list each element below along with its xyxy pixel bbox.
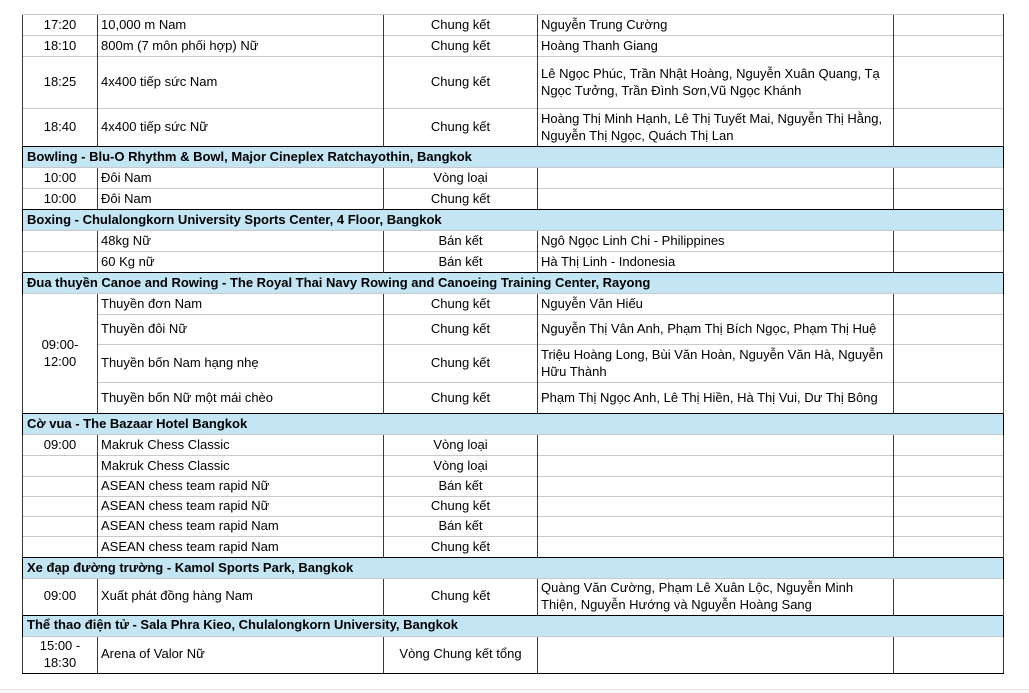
section-header-row [23,414,1004,435]
round-cell: Chung kết [384,315,538,345]
notes-cell [894,497,1004,517]
notes-cell [894,345,1004,383]
round-cell: Chung kết [384,579,538,616]
athletes-cell: Hoàng Thanh Giang [538,36,894,57]
round-cell: Chung kết [384,383,538,414]
schedule-row [23,383,1004,414]
event-cell: Thuyền bốn Nữ một mái chèo [98,383,384,414]
event-cell: Thuyền bốn Nam hạng nhẹ [98,345,384,383]
schedule-row [23,537,1004,558]
section-header: Xe đạp đường trường - Kamol Sports Park, Bangkok [23,558,1004,579]
event-cell: ASEAN chess team rapid Nam [98,537,384,558]
round-cell: Bán kết [384,477,538,497]
athletes-cell: Phạm Thị Ngọc Anh, Lê Thị Hiền, Hà Thị Vui, Dư Thị Bông [538,383,894,414]
athletes-cell: Nguyễn Trung Cường [538,15,894,36]
event-cell: 800m (7 môn phối hợp) Nữ [98,36,384,57]
schedule-row [23,456,1004,477]
athletes-cell: Hoàng Thị Minh Hạnh, Lê Thị Tuyết Mai, Nguyễn Thị Hằng, Nguyễn Thị Ngọc, Quách Thị Lan [538,109,894,147]
time-cell: 18:25 [23,57,98,109]
section-header-row [23,615,1004,636]
event-cell: Xuất phát đồng hàng Nam [98,579,384,616]
time-cell [23,497,98,517]
notes-cell [894,383,1004,414]
notes-cell [894,15,1004,36]
notes-cell [894,456,1004,477]
schedule-row [23,36,1004,57]
notes-cell [894,252,1004,273]
round-cell: Vòng loại [384,456,538,477]
time-cell [23,477,98,497]
athletes-cell: Triệu Hoàng Long, Bùi Văn Hoàn, Nguyễn Văn Hà, Nguyễn Hữu Thành [538,345,894,383]
schedule-table [22,14,1004,674]
event-cell: 48kg Nữ [98,231,384,252]
round-cell: Chung kết [384,109,538,147]
athletes-cell: Ngô Ngọc Linh Chi - Philippines [538,231,894,252]
section-header-row [23,210,1004,231]
notes-cell [894,36,1004,57]
notes-cell [894,435,1004,456]
schedule-row [23,294,1004,315]
round-cell: Chung kết [384,15,538,36]
athletes-cell [538,517,894,537]
athletes-cell: Hà Thị Linh - Indonesia [538,252,894,273]
notes-cell [894,57,1004,109]
schedule-row [23,435,1004,456]
schedule-row [23,579,1004,616]
section-header: Bowling - Blu-O Rhythm & Bowl, Major Cineplex Ratchayothin, Bangkok [23,147,1004,168]
round-cell: Vòng loại [384,435,538,456]
schedule-row [23,497,1004,517]
schedule-row [23,57,1004,109]
round-cell: Bán kết [384,252,538,273]
round-cell: Chung kết [384,345,538,383]
athletes-cell: Nguyễn Thị Vân Anh, Phạm Thị Bích Ngọc, Phạm Thị Huệ [538,315,894,345]
event-cell: Thuyền đơn Nam [98,294,384,315]
event-cell: ASEAN chess team rapid Nữ [98,497,384,517]
schedule-row [23,231,1004,252]
event-cell: Đôi Nam [98,168,384,189]
schedule-row [23,345,1004,383]
section-header: Boxing - Chulalongkorn University Sports Center, 4 Floor, Bangkok [23,210,1004,231]
event-cell: ASEAN chess team rapid Nữ [98,477,384,497]
event-cell: 60 Kg nữ [98,252,384,273]
event-cell: 10,000 m Nam [98,15,384,36]
time-cell [23,231,98,252]
schedule-row [23,315,1004,345]
round-cell: Vòng loại [384,168,538,189]
notes-cell [894,636,1004,673]
event-cell: 4x400 tiếp sức Nam [98,57,384,109]
schedule-row [23,109,1004,147]
notes-cell [894,168,1004,189]
notes-cell [894,294,1004,315]
athletes-cell [538,435,894,456]
section-header: Thể thao điện tử - Sala Phra Kieo, Chulalongkorn University, Bangkok [23,615,1004,636]
athletes-cell: Lê Ngọc Phúc, Trần Nhật Hoàng, Nguyễn Xuân Quang, Tạ Ngọc Tưởng, Trần Đình Sơn,Vũ Ngọc Khánh [538,57,894,109]
event-cell: Makruk Chess Classic [98,456,384,477]
round-cell: Chung kết [384,294,538,315]
time-cell: 18:10 [23,36,98,57]
schedule-row [23,636,1004,673]
schedule-row [23,252,1004,273]
round-cell: Vòng Chung kết tổng [384,636,538,673]
athletes-cell [538,189,894,210]
time-cell: 17:20 [23,15,98,36]
time-cell [23,537,98,558]
schedule-row [23,168,1004,189]
schedule-row [23,15,1004,36]
section-header-row [23,558,1004,579]
notes-cell [894,579,1004,616]
notes-cell [894,231,1004,252]
section-header: Đua thuyền Canoe and Rowing - The Royal Thai Navy Rowing and Canoeing Training Center, Rayong [23,273,1004,294]
section-header: Cờ vua - The Bazaar Hotel Bangkok [23,414,1004,435]
section-header-row [23,147,1004,168]
time-cell [23,517,98,537]
time-cell: 09:00 [23,579,98,616]
athletes-cell [538,497,894,517]
schedule-row [23,477,1004,497]
notes-cell [894,109,1004,147]
athletes-cell [538,168,894,189]
schedule-body [23,15,1004,674]
athletes-cell: Quàng Văn Cường, Phạm Lê Xuân Lộc, Nguyễn Minh Thiện, Nguyễn Hướng và Nguyễn Hoàng Sang [538,579,894,616]
time-cell: 18:40 [23,109,98,147]
notes-cell [894,315,1004,345]
event-cell: Đôi Nam [98,189,384,210]
time-cell: 15:00 - 18:30 [23,636,98,673]
time-cell: 10:00 [23,189,98,210]
athletes-cell [538,537,894,558]
event-cell: 4x400 tiếp sức Nữ [98,109,384,147]
athletes-cell [538,477,894,497]
time-cell [23,456,98,477]
time-cell: 09:00 [23,435,98,456]
event-cell: ASEAN chess team rapid Nam [98,517,384,537]
round-cell: Chung kết [384,36,538,57]
round-cell: Chung kết [384,189,538,210]
round-cell: Chung kết [384,537,538,558]
round-cell: Bán kết [384,517,538,537]
round-cell: Bán kết [384,231,538,252]
athletes-cell [538,456,894,477]
notes-cell [894,477,1004,497]
event-cell: Thuyền đôi Nữ [98,315,384,345]
round-cell: Chung kết [384,497,538,517]
time-cell [23,252,98,273]
section-header-row [23,273,1004,294]
event-cell: Makruk Chess Classic [98,435,384,456]
time-cell: 09:00-12:00 [23,294,98,414]
schedule-row [23,517,1004,537]
athletes-cell [538,636,894,673]
notes-cell [894,189,1004,210]
time-cell: 10:00 [23,168,98,189]
round-cell: Chung kết [384,57,538,109]
athletes-cell: Nguyễn Văn Hiếu [538,294,894,315]
notes-cell [894,537,1004,558]
notes-cell [894,517,1004,537]
schedule-row [23,189,1004,210]
event-cell: Arena of Valor Nữ [98,636,384,673]
